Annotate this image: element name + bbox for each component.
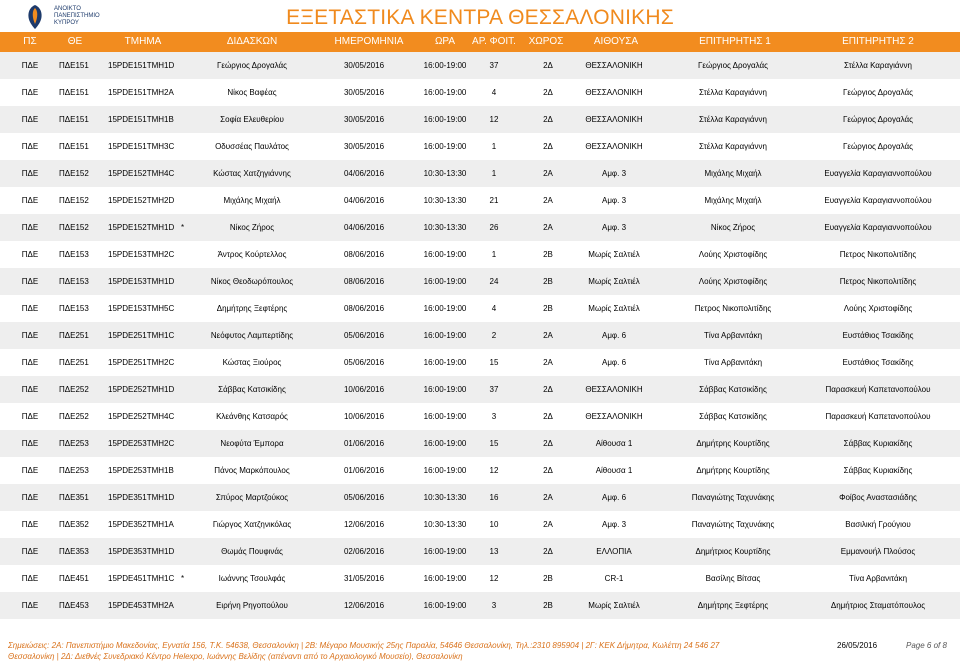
cell-the: ΠΔΕ152 [59,196,89,205]
cell-aithousa: Αμφ. 3 [601,169,627,178]
table-row [0,106,960,133]
header-ps: ΠΣ [23,36,37,47]
cell-tmima: 15PDE251TMH1C [108,331,175,340]
cell-choros: 2Α [543,331,553,340]
table-row [0,52,960,79]
cell-ep2: Ευαγγελία Καραγιαννοπούλου [824,223,932,232]
cell-count: 12 [489,466,499,475]
cell-tmima: 15PDE352TMH1A [108,520,174,529]
cell-time: 10:30-13:30 [423,223,467,232]
cell-date: 01/06/2016 [343,439,385,448]
cell-choros: 2Α [543,493,553,502]
cell-tmima: 15PDE151TMH3C [108,142,175,151]
table-row [0,241,960,268]
cell-count: 12 [489,574,499,583]
cell-ps: ΠΔΕ [21,142,39,151]
cell-aithousa: Αμφ. 3 [601,223,627,232]
cell-ep1: Τίνα Αρβανιτάκη [703,358,763,367]
table-row [0,430,960,457]
cell-ps: ΠΔΕ [21,223,39,232]
cell-aithousa: ΘΕΣΣΑΛΟΝΙΚΗ [585,142,643,151]
cell-time: 16:00-19:00 [423,547,467,556]
cell-ep1: Μιχάλης Μιχαήλ [704,196,762,205]
cell-tmima: 15PDE353TMH1D [108,547,175,556]
header-ep1: ΕΠΙΤΗΡΗΤΗΣ 1 [699,36,771,47]
cell-time: 16:00-19:00 [423,250,467,259]
cell-time: 16:00-19:00 [423,88,467,97]
table-row [0,376,960,403]
cell-ps: ΠΔΕ [21,277,39,286]
cell-tmima: 15PDE152TMH1D [108,223,175,232]
cell-count: 10 [489,520,499,529]
cell-date: 10/06/2016 [343,385,385,394]
cell-didaskon: Σοφία Ελευθερίου [220,115,284,124]
cell-ep1: Δημήτρης Ξεφτέρης [697,601,769,610]
cell-didaskon: Γιώργος Χατζηνικόλας [212,520,292,529]
header-didaskon: ΔΙΔΑΣΚΩΝ [226,36,278,47]
cell-date: 05/06/2016 [343,331,385,340]
cell-ep2: Γεώργιος Δρογαλάς [843,115,913,124]
page-title: ΕΞΕΤΑΣΤΙΚΑ ΚΕΝΤΡΑ ΘΕΣΣΑΛΟΝΙΚΗΣ [286,6,674,29]
cell-time: 16:00-19:00 [423,277,467,286]
header-choros: ΧΩΡΟΣ [528,36,564,47]
cell-aithousa: Αμφ. 3 [601,196,627,205]
cell-ps: ΠΔΕ [21,250,39,259]
cell-ep2: Ευστάθιος Τσακίδης [842,331,914,340]
cell-choros: 2Β [543,277,553,286]
cell-the: ΠΔΕ151 [59,88,89,97]
cell-ps: ΠΔΕ [21,169,39,178]
cell-choros: 2Β [543,601,553,610]
cell-ps: ΠΔΕ [21,358,39,367]
header-the: ΘΕ [67,36,83,47]
cell-the: ΠΔΕ153 [59,250,89,259]
cell-aithousa: Αίθουσα 1 [595,439,633,448]
page-number: Page 6 of 8 [906,641,947,650]
cell-ep1: Πετρος Νικοπολιτίδης [694,304,772,313]
cell-aithousa: Μωρίς Σαλτιέλ [588,601,640,610]
cell-aithousa: ΘΕΣΣΑΛΟΝΙΚΗ [585,385,643,394]
cell-aithousa: Αμφ. 6 [601,331,627,340]
cell-time: 10:30-13:30 [423,169,467,178]
cell-count: 2 [491,331,497,340]
cell-didaskon: Νίκος Βαφέας [227,88,277,97]
cell-date: 05/06/2016 [343,358,385,367]
cell-tmima: 15PDE151TMH2A [108,88,174,97]
cell-ep2: Πετρος Νικοπολιτίδης [839,277,917,286]
cell-ps: ΠΔΕ [21,331,39,340]
cell-the: ΠΔΕ253 [59,466,89,475]
cell-ep1: Στέλλα Καραγιάννη [699,142,767,151]
cell-choros: 2Δ [543,142,553,151]
cell-didaskon: Σάββας Κατσικίδης [218,385,286,394]
cell-didaskon: Σπύρος Μαρτζούκος [215,493,289,502]
header-ep2: ΕΠΙΤΗΡΗΤΗΣ 2 [842,36,914,47]
table-row [0,214,960,241]
cell-date: 08/06/2016 [343,304,385,313]
cell-tmima: 15PDE253TMH2C [108,439,175,448]
cell-tmima: 15PDE152TMH2D [108,196,175,205]
cell-ep1: Γεώργιος Δρογαλάς [698,61,768,70]
cell-didaskon: Άντρος Κούρτελλος [217,250,287,259]
cell-didaskon: Δημήτρης Ξεφτέρης [216,304,288,313]
cell-choros: 2Δ [543,385,553,394]
cell-date: 30/05/2016 [343,88,385,97]
table-row [0,160,960,187]
cell-tmima: 15PDE153TMH2C [108,250,175,259]
cell-didaskon: Ειρήνη Ρηγοπούλου [216,601,288,610]
cell-didaskon: Κώστας Χατζηγιάννης [213,169,291,178]
cell-didaskon: Γεώργιος Δρογαλάς [217,61,287,70]
cell-the: ΠΔΕ151 [59,142,89,151]
cell-aithousa: Μωρίς Σαλτιέλ [588,277,640,286]
cell-ps: ΠΔΕ [21,493,39,502]
cell-choros: 2Δ [543,61,553,70]
header-count: ΑΡ. ΦΟΙΤ. [472,36,516,47]
cell-time: 16:00-19:00 [423,574,467,583]
cell-didaskon: Νεοφύτα Έμπορα [220,439,284,448]
cell-ep1: Σάββας Κατσικίδης [699,412,767,421]
cell-the: ΠΔΕ453 [59,601,89,610]
cell-time: 10:30-13:30 [423,520,467,529]
cell-count: 37 [489,385,499,394]
cell-ps: ΠΔΕ [21,385,39,394]
cell-the: ΠΔΕ451 [59,574,89,583]
cell-aithousa: ΘΕΣΣΑΛΟΝΙΚΗ [585,115,643,124]
cell-choros: 2Α [543,520,553,529]
logo-line2: ΠΑΝΕΠΙΣΤΗΜΙΟ [54,13,100,19]
cell-ep1: Λούης Χριστοφίδης [698,250,768,259]
cell-ep1: Βασίλης Βίτσας [705,574,761,583]
cell-aithousa: ΕΛΛΟΠΙΑ [596,547,632,556]
header-date: ΗΜΕΡΟΜΗΝΙΑ [334,36,404,47]
cell-didaskon: Κώστας Ξιούρος [222,358,282,367]
cell-ep2: Ευστάθιος Τσακίδης [842,358,914,367]
cell-count: 37 [489,61,499,70]
cell-ep2: Πετρος Νικοπολιτίδης [839,250,917,259]
cell-date: 30/05/2016 [343,115,385,124]
cell-ep1: Μιχάλης Μιχαήλ [704,169,762,178]
cell-the: ΠΔΕ151 [59,61,89,70]
cell-count: 13 [489,547,499,556]
cell-tmima: 15PDE151TMH1D [108,61,175,70]
cell-tmima: 15PDE252TMH1D [108,385,175,394]
cell-count: 16 [489,493,499,502]
cell-date: 04/06/2016 [343,169,385,178]
cell-date: 30/05/2016 [343,142,385,151]
exam-table-body [0,52,960,619]
cell-ep1: Δημήτρης Κουρτίδης [696,439,770,448]
cell-time: 16:00-19:00 [423,439,467,448]
cell-ep2: Φοίβος Αναστασιάδης [839,493,917,502]
cell-ep2: Σάββας Κυριακίδης [843,439,913,448]
table-row [0,295,960,322]
cell-didaskon: Νεόφυτος Λαμπερτίδης [210,331,294,340]
cell-didaskon: Πάνος Μαρκόπουλος [214,466,290,475]
table-row [0,511,960,538]
cell-tmima: 15PDE151TMH1B [108,115,174,124]
cell-count: 15 [489,439,499,448]
cell-ps: ΠΔΕ [21,61,39,70]
table-row [0,322,960,349]
cell-ep1: Δημήτριος Κουρτίδης [695,547,771,556]
cell-choros: 2Β [543,304,553,313]
cell-ps: ΠΔΕ [21,466,39,475]
cell-date: 12/06/2016 [343,601,385,610]
cell-choros: 2Δ [543,412,553,421]
cell-tmima: 15PDE451TMH1C [108,574,175,583]
cell-count: 24 [489,277,499,286]
table-row [0,592,960,619]
cell-time: 16:00-19:00 [423,115,467,124]
cell-ep2: Τίνα Αρβανιτάκη [848,574,908,583]
cell-choros: 2Δ [543,439,553,448]
cell-count: 1 [491,142,497,151]
cell-ep2: Λούης Χριστοφίδης [843,304,913,313]
cell-ep2: Στέλλα Καραγιάννη [844,61,912,70]
cell-aithousa: ΘΕΣΣΑΛΟΝΙΚΗ [585,61,643,70]
cell-date: 08/06/2016 [343,277,385,286]
cell-the: ΠΔΕ251 [59,358,89,367]
cell-choros: 2Β [543,574,553,583]
cell-the: ΠΔΕ352 [59,520,89,529]
cell-ps: ΠΔΕ [21,412,39,421]
logo-line1: ΑΝΟΙΚΤΟ [54,6,81,12]
cell-count: 1 [491,250,497,259]
cell-tmima: 15PDE252TMH4C [108,412,175,421]
cell-the: ΠΔΕ151 [59,115,89,124]
cell-ep2: Βασιλική Γρούγιου [845,520,911,529]
cell-count: 12 [489,115,499,124]
cell-time: 16:00-19:00 [423,61,467,70]
cell-ep1: Νίκος Ζήρος [710,223,756,232]
cell-ep1: Λούης Χριστοφίδης [698,277,768,286]
footer-date: 26/05/2016 [837,641,878,650]
cell-time: 16:00-19:00 [423,412,467,421]
cell-time: 16:00-19:00 [423,358,467,367]
cell-tmima: 15PDE153TMH1D [108,277,175,286]
cell-date: 04/06/2016 [343,223,385,232]
cell-time: 16:00-19:00 [423,142,467,151]
cell-ps: ΠΔΕ [21,601,39,610]
cell-ep1: Στέλλα Καραγιάννη [699,115,767,124]
cell-ps: ΠΔΕ [21,439,39,448]
cell-tmima: 15PDE453TMH2A [108,601,174,610]
cell-ep2: Παρασκευή Καπετανοπούλου [825,385,931,394]
cell-choros: 2Δ [543,547,553,556]
cell-didaskon: Οδυσσέας Παυλάτος [215,142,289,151]
cell-ep1: Δημήτρης Κουρτίδης [696,466,770,475]
table-row [0,268,960,295]
cell-the: ΠΔΕ351 [59,493,89,502]
cell-ep2: Εμμανουήλ Πλούσος [840,547,916,556]
cell-date: 01/06/2016 [343,466,385,475]
cell-ps: ΠΔΕ [21,196,39,205]
cell-date: 30/05/2016 [343,61,385,70]
table-row [0,565,960,592]
cell-choros: 2Α [543,169,553,178]
table-row [0,187,960,214]
table-row [0,133,960,160]
cell-count: 4 [491,304,497,313]
cell-ps: ΠΔΕ [21,547,39,556]
cell-tmima: 15PDE251TMH2C [108,358,175,367]
cell-the: ΠΔΕ252 [59,385,89,394]
cell-ps: ΠΔΕ [21,574,39,583]
cell-aithousa: Μωρίς Σαλτιέλ [588,250,640,259]
cell-count: 3 [491,412,497,421]
cell-ep1: Παναγιώτης Ταχυνάκης [691,520,775,529]
cell-aithousa: Μωρίς Σαλτιέλ [588,304,640,313]
cell-count: 21 [489,196,499,205]
cell-ep1: Τίνα Αρβανιτάκη [703,331,763,340]
cell-ep2: Γεώργιος Δρογαλάς [843,88,913,97]
cell-date: 12/06/2016 [343,520,385,529]
cell-time: 16:00-19:00 [423,331,467,340]
cell-the: ΠΔΕ252 [59,412,89,421]
cell-aithousa: Αμφ. 6 [601,358,627,367]
cell-time: 10:30-13:30 [423,196,467,205]
cell-aithousa: ΘΕΣΣΑΛΟΝΙΚΗ [585,88,643,97]
cell-tmima: 15PDE152TMH4C [108,169,175,178]
cell-count: 26 [489,223,499,232]
cell-the: ΠΔΕ253 [59,439,89,448]
cell-time: 10:30-13:30 [423,493,467,502]
cell-time: 16:00-19:00 [423,385,467,394]
table-row [0,457,960,484]
cell-ep2: Σάββας Κυριακίδης [843,466,913,475]
table-row [0,349,960,376]
cell-didaskon: Νίκος Ζήρος [229,223,275,232]
cell-time: 16:00-19:00 [423,304,467,313]
cell-date: 05/06/2016 [343,493,385,502]
header-aithousa: ΑΙΘΟΥΣΑ [593,36,639,47]
cell-ps: ΠΔΕ [21,520,39,529]
cell-ep2: Ευαγγελία Καραγιαννοπούλου [824,169,932,178]
logo-line3: ΚΥΠΡΟΥ [54,20,79,26]
cell-tmima: 15PDE351TMH1D [108,493,175,502]
cell-the: ΠΔΕ153 [59,304,89,313]
cell-choros: 2Β [543,250,553,259]
cell-choros: 2Δ [543,115,553,124]
table-row [0,484,960,511]
cell-date: 04/06/2016 [343,196,385,205]
cell-didaskon: Θωμάς Πουφινάς [221,547,283,556]
cell-count: 4 [491,88,497,97]
cell-aithousa: Αίθουσα 1 [595,466,633,475]
cell-aithousa: Αμφ. 3 [601,520,627,529]
cell-ep1: Παναγιώτης Ταχυνάκης [691,493,775,502]
cell-ep1: Στέλλα Καραγιάννη [699,88,767,97]
header-tmima: ΤΜΗΜΑ [124,36,162,47]
cell-didaskon: Μιχάλης Μιχαήλ [223,196,281,205]
cell-ep2: Παρασκευή Καπετανοπούλου [825,412,931,421]
cell-aithousa: CR-1 [604,574,624,583]
cell-date: 08/06/2016 [343,250,385,259]
cell-the: ΠΔΕ153 [59,277,89,286]
cell-the: ΠΔΕ353 [59,547,89,556]
cell-tmima: 15PDE153TMH5C [108,304,175,313]
cell-the: ΠΔΕ152 [59,223,89,232]
cell-tmima: 15PDE253TMH1B [108,466,174,475]
cell-ps: ΠΔΕ [21,304,39,313]
table-row [0,538,960,565]
cell-ep2: Γεώργιος Δρογαλάς [843,142,913,151]
cell-star: * [181,223,185,232]
table-row [0,403,960,430]
cell-star: * [181,574,185,583]
cell-date: 31/05/2016 [343,574,385,583]
cell-time: 16:00-19:00 [423,466,467,475]
cell-aithousa: ΘΕΣΣΑΛΟΝΙΚΗ [585,412,643,421]
cell-ep1: Σάββας Κατσικίδης [699,385,767,394]
cell-aithousa: Αμφ. 6 [601,493,627,502]
cell-ps: ΠΔΕ [21,88,39,97]
cell-didaskon: Κλεάνθης Κατσαρός [216,412,288,421]
cell-choros: 2Δ [543,466,553,475]
cell-ep2: Δημήτριος Σταματόπουλος [830,601,926,610]
header-time: ΩΡΑ [434,36,456,47]
cell-didaskon: Ιωάννης Τσουλφάς [218,574,286,583]
cell-count: 15 [489,358,499,367]
cell-choros: 2Δ [543,88,553,97]
footer-notes: Σημειώσεις: 2Α: Πανεπιστήμιο Μακεδονίας, Εγνατία 156, Τ.Κ. 54638, Θεσσαλονίκη | 2Β: Μέγαρο Μουσικής 25ης Παραλία, 54646 Θεσσαλονίκη, Τηλ.:2310 895904 | 2Γ: ΚΕΚ Δήμητρα, Κωλέττη 24 546 27 Θεσσαλονίκη | 2Δ: Διεθνές Συνεδριακό Κέντρο Helexpo, Ιωάννης Βελίδης (απέναντι από το Αρχαιολογικό Μουσείο), Θεσσαλονίκη [8,641,720,661]
table-header [0,32,960,52]
table-row [0,79,960,106]
cell-count: 1 [491,169,497,178]
cell-time: 16:00-19:00 [423,601,467,610]
cell-choros: 2Α [543,223,553,232]
cell-ps: ΠΔΕ [21,115,39,124]
cell-ep2: Ευαγγελία Καραγιαννοπούλου [824,196,932,205]
cell-choros: 2Α [543,196,553,205]
cell-choros: 2Α [543,358,553,367]
cell-didaskon: Νίκος Θεοδωρόπουλος [210,277,294,286]
cell-date: 02/06/2016 [343,547,385,556]
cell-date: 10/06/2016 [343,412,385,421]
cell-count: 3 [491,601,497,610]
cell-the: ΠΔΕ251 [59,331,89,340]
cell-the: ΠΔΕ152 [59,169,89,178]
